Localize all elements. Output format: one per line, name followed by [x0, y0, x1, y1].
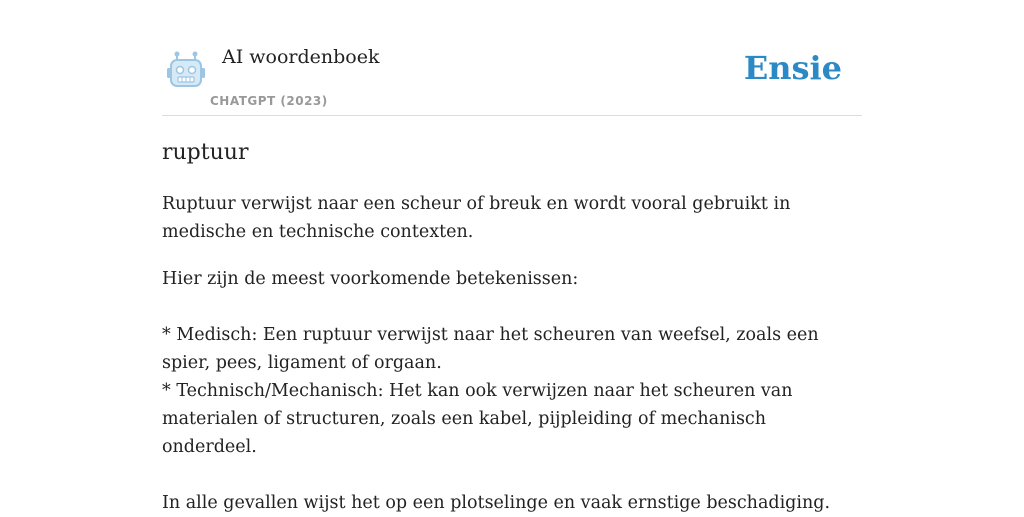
- meaning-item: * Medisch: Een ruptuur verwijst naar het scheuren van weefsel, zoals een spier, pees, ligament of orgaan.: [162, 325, 819, 373]
- definition-conclusion: In alle gevallen wijst het op een plotselinge en vaak ernstige beschadiging.: [162, 493, 831, 513]
- dictionary-name-link[interactable]: AI woordenboek: [222, 46, 380, 68]
- entry-header: [162, 0, 862, 116]
- robot-icon: [166, 50, 206, 90]
- meaning-item: * Technisch/Mechanisch: Het kan ook verwijzen naar het scheuren van materialen of structuren, zoals een kabel, pijpleiding of mechanisch onderdeel.: [162, 381, 793, 457]
- entry-definition: [162, 190, 862, 517]
- entry-container: [162, 0, 862, 517]
- entry-term: ruptuur: [162, 140, 249, 165]
- definition-intro: Ruptuur verwijst naar een scheur of breuk en wordt vooral gebruikt in medische en technische contexten.: [162, 194, 791, 242]
- definition-lead: Hier zijn de meest voorkomende betekenissen:: [162, 269, 579, 289]
- ensie-logo[interactable]: Ensie: [743, 49, 842, 87]
- dictionary-source: CHATGPT (2023): [210, 94, 328, 108]
